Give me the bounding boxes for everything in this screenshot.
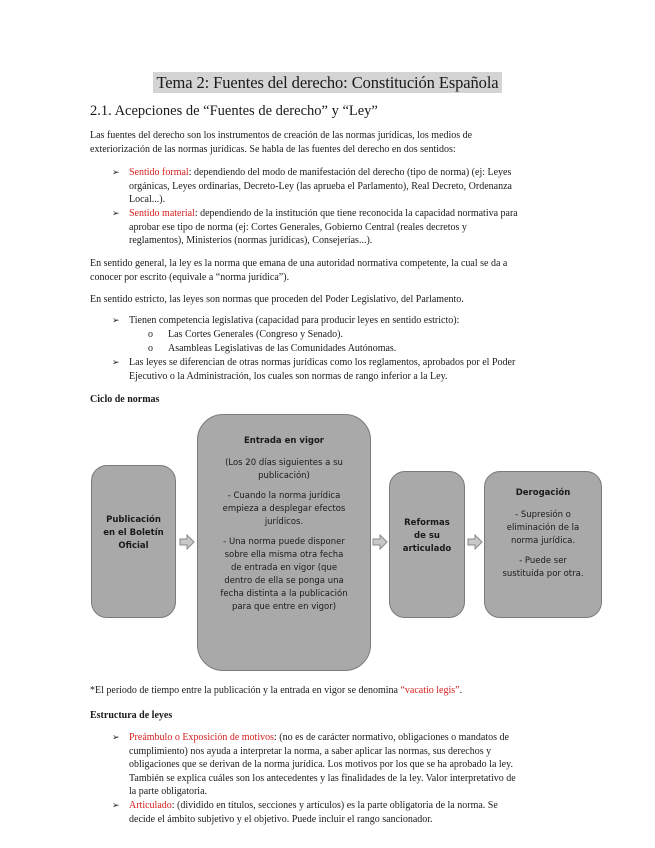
arrow-bullet-icon: ➢	[112, 315, 120, 325]
box-line: sustituida por otra.	[502, 569, 584, 579]
bullet-line: : dependiendo del modo de manifestación del derecho (tipo de norma) (ej: Leyes	[188, 167, 512, 178]
bullet-line: decide el ámbito subjetivo y el objetivo. Puede incluir el rango sancionador.	[129, 813, 433, 825]
bullet-line: Las leyes se diferencian de otras normas jurídicas como los reglamentos, aprobados por el Poder	[129, 357, 516, 368]
page-title-text: Tema 2: Fuentes del derecho: Constitución Española	[153, 72, 501, 93]
box-line: - Cuando la norma jurídica	[227, 491, 341, 501]
sub-item-text: Asambleas Legislativas de las Comunidades Autónomas.	[168, 343, 397, 354]
intro-line: Las fuentes del derecho son los instrumentos de creación de las normas jurídicas, los medios de	[90, 130, 473, 141]
bullet-preambulo	[112, 731, 560, 799]
box-line: fecha distinta a la publicación	[220, 589, 348, 599]
bullet-sentido-formal	[112, 166, 560, 207]
bullet-line: la parte obligatoria.	[129, 786, 208, 798]
sub-item	[148, 328, 343, 342]
box-line: de entrada en vigor (que	[230, 563, 338, 573]
arrow-bullet-icon: ➢	[112, 167, 120, 177]
arrow-right-icon	[372, 534, 388, 550]
box-line: en el Boletín	[103, 528, 164, 538]
box-line: dentro de ella se ponga una	[224, 576, 344, 586]
general-line: conocer por escrito (equivale a “norma jurídica”).	[90, 271, 290, 283]
vacatio-text: .	[459, 685, 463, 696]
bullet-line: cumplimiento) nos ayuda a interpretar la norma, a saber aplicar las normas, sus derechos y	[129, 745, 492, 757]
box-line: Oficial	[118, 541, 149, 551]
box-line: eliminación de la	[506, 523, 580, 533]
box-line: Publicación	[106, 515, 161, 525]
bullet-line: También se explica cuáles son los antecedentes y las finalidades de la ley. Valor interpretativo de	[129, 772, 516, 784]
box-line: - Puede ser	[519, 556, 567, 566]
intro-line: exteriorización de las normas jurídicas. Se habla de las fuentes del derecho en dos sentidos:	[90, 143, 456, 155]
bullet-line: : (no es de carácter normativo, obligaciones o mandatos de	[274, 732, 509, 743]
box-line: empieza a desplegar efectos	[222, 504, 346, 514]
general-line: En sentido general, la ley es la norma que emana de una autoridad normativa competente, la cual se da a	[90, 258, 508, 269]
box-line: para que entre en vigor)	[231, 602, 337, 612]
bullet-line: Tienen competencia legislativa (capacidad para producir leyes en sentido estricto):	[129, 315, 460, 326]
general-paragraph	[90, 257, 560, 284]
circle-bullet-icon: o	[148, 329, 153, 340]
bullet-line: reglamentos), Ministerios (normas jurídicas), Consejerías...).	[129, 235, 373, 247]
circle-bullet-icon: o	[148, 343, 153, 354]
vacatio-note	[90, 684, 590, 698]
sub-item-text: Las Cortes Generales (Congreso y Senado).	[168, 329, 343, 340]
arrow-bullet-icon: ➢	[112, 208, 120, 218]
page-title	[0, 73, 655, 93]
arrow-bullet-icon: ➢	[112, 732, 120, 742]
box-line: publicación)	[258, 471, 310, 481]
bullet-competencia	[112, 314, 560, 328]
box-line: sobre ella misma otra fecha	[224, 550, 344, 560]
section-heading: 2.1. Acepciones de “Fuentes de derecho” y “Ley”	[90, 103, 378, 119]
bullet-diferencia	[112, 356, 560, 383]
box-line: norma jurídica.	[510, 536, 576, 546]
box-title: Derogación	[515, 488, 571, 498]
bullet-sentido-material	[112, 207, 560, 248]
bullet-line: Local...).	[129, 194, 166, 206]
arrow-bullet-icon: ➢	[112, 357, 120, 367]
estricto-paragraph: En sentido estricto, las leyes son normas que proceden del Poder Legislativo, del Parlamento.	[90, 294, 464, 305]
sub-item	[148, 342, 396, 356]
arrow-bullet-icon: ➢	[112, 800, 120, 810]
box-line: Reformas	[404, 518, 450, 528]
bullet-line: : (dividido en títulos, secciones y artículos) es la parte obligatoria de la norma. Se	[171, 800, 498, 811]
bullet-line: Ejecutivo o la Administración, los cuales son normas de rango inferior a la Ley.	[129, 370, 448, 382]
box-entrada-vigor	[197, 414, 371, 671]
intro-paragraph	[90, 129, 560, 156]
bullet-articulado	[112, 799, 560, 826]
box-line: articulado	[402, 544, 452, 554]
vacatio-term: “vacatio legis”	[400, 685, 460, 696]
vacatio-text: *El periodo de tiempo entre la publicación y la entrada en vigor se denomina	[90, 685, 401, 696]
arrow-right-icon	[467, 534, 483, 550]
term-sentido-formal: Sentido formal	[129, 167, 189, 178]
bullet-line: aprobar ese tipo de norma (ej: Cortes Generales, Gobierno Central (reales decretos y	[129, 221, 467, 233]
box-title: Entrada en vigor	[244, 436, 324, 446]
box-reformas	[389, 471, 465, 618]
term-articulado: Articulado	[129, 800, 172, 811]
arrow-right-icon	[179, 534, 195, 550]
bullet-line: orgánicas, Leyes ordinarias, Decreto-Ley (las aprueba el Parlamento), Real Decreto, Ordenanza	[129, 180, 512, 192]
bullet-line: obligaciones que se derivan de la norma jurídica. Los motivos por los que se ha aprobado la ley.	[129, 759, 513, 771]
box-publicacion	[91, 465, 176, 618]
box-line: (Los 20 días siguientes a su	[225, 458, 343, 468]
box-derogacion	[484, 471, 602, 618]
box-line: - Supresión o	[515, 510, 571, 520]
box-line: jurídicos.	[264, 517, 304, 527]
bullet-line: : dependiendo de la institución que tiene reconocida la capacidad normativa para	[194, 208, 518, 219]
term-preambulo: Preámbulo o Exposición de motivos	[129, 732, 274, 743]
box-line: de su	[414, 531, 440, 541]
box-line: - Una norma puede disponer	[223, 537, 345, 547]
ciclo-heading: Ciclo de normas	[90, 394, 160, 405]
term-sentido-material: Sentido material	[129, 208, 195, 219]
estructura-heading: Estructura de leyes	[90, 710, 173, 721]
